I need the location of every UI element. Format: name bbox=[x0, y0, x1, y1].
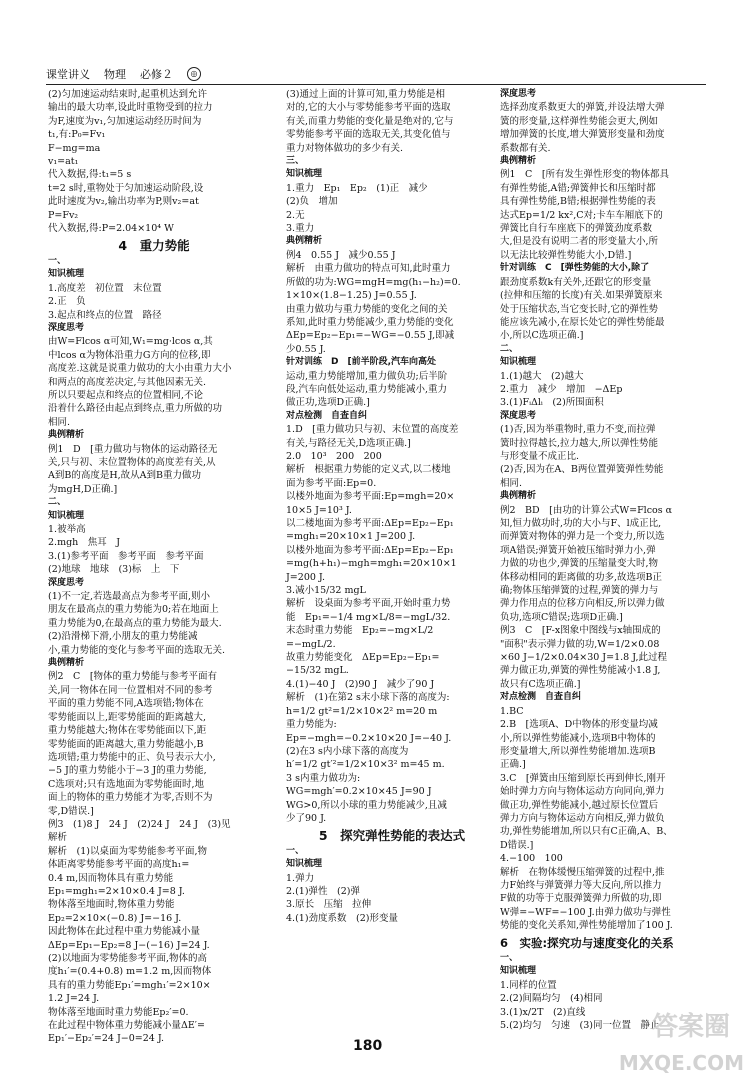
text-line: 深度思考 bbox=[500, 89, 537, 99]
text-line: 2.重力 减少 增加 −ΔEp bbox=[500, 383, 623, 395]
text-line: 体距离零势能参考平面的高度h₁= bbox=[48, 859, 190, 871]
text-line: 2.0 10³ 200 200 bbox=[286, 450, 382, 462]
text-line: 确;物体压缩弹簧的过程,弹簧的弹力与 bbox=[500, 585, 659, 597]
text-line: 解析 设桌面为参考平面,开始时重力势 bbox=[286, 598, 451, 610]
course-label: 课堂讲义 bbox=[46, 68, 90, 81]
text-line: 解析 根据重力势能的定义式,以二楼地 bbox=[286, 464, 451, 476]
text-line: 0.4 m,因而物体具有重力势能 bbox=[48, 872, 174, 884]
text-line: 例3 (1)8 J 24 J (2)24 J 24 J (3)见 bbox=[48, 818, 231, 830]
text-line: 增加弹簧的长度,增大弹簧形变量和劲度 bbox=[500, 129, 665, 141]
text-line: 故重力势能变化 ΔEp=Ep₂−Ep₁= bbox=[286, 652, 440, 664]
text-line: 1.BC bbox=[500, 705, 524, 717]
text-line: 3.C [弹簧由压缩到原长再到伸长,刚开 bbox=[500, 772, 666, 784]
section-title-5: 5 探究弹性势能的表达式 bbox=[318, 828, 466, 844]
text-line: ΔEp=Ep₁−Ep₂=8 J−(−16) J=24 J. bbox=[48, 939, 210, 951]
page-number: 180 bbox=[353, 1038, 383, 1054]
text-line: WG=mgh′=0.2×10×45 J=90 J bbox=[286, 786, 432, 798]
column-middle bbox=[286, 88, 498, 1038]
text-line: 簧时拉得越长,拉力越大,所以弹性势能 bbox=[500, 437, 659, 449]
text-line: ΔEp=Ep₂−Ep₁=−WG=−0.55 J,即减 bbox=[286, 330, 455, 342]
text-line: 此时速度为v₂,输出功率为P,则v₂=at bbox=[48, 196, 199, 208]
text-line: 针对训练 C [弹性势能的大小,除了 bbox=[500, 263, 650, 274]
text-line: 为F,速度为v₁,匀加速运动经历时间为 bbox=[48, 115, 202, 127]
text-line: 对的,它的大小与零势能参考平面的选取 bbox=[286, 102, 451, 114]
text-line: 项A错误;弹簧开始被压缩时弹力小,弹 bbox=[500, 544, 656, 556]
text-line: 功,弹性势能增加,所以只有C正确,A、B、 bbox=[500, 826, 673, 838]
text-line: 由W=Flcos α可知,W₁=mg·lcos α,其 bbox=[48, 336, 213, 348]
text-line: 弹力做正功,弹簧的弹性势能减小1.8 J, bbox=[500, 665, 661, 677]
text-line: 典例精析 bbox=[500, 156, 537, 167]
text-line: 弹力作用点的位移方向相反,所以弹力做 bbox=[500, 598, 665, 610]
text-line: 知识梳理 bbox=[500, 357, 537, 368]
text-line: 和两点的高度差决定,与其他因素无关. bbox=[48, 376, 207, 388]
text-line: Ep₂=2×10×(−0.8) J=−16 J. bbox=[48, 912, 182, 924]
text-line: 为mgH,D正确.] bbox=[48, 483, 118, 495]
text-line: 典例精析 bbox=[48, 430, 85, 441]
text-line: 1.D [重力做功只与初、末位置的高度差 bbox=[286, 424, 459, 436]
text-line: 度h₁′=(0.4+0.8) m=1.2 m,因而物体 bbox=[48, 966, 212, 978]
text-line: 例4 0.55 J 减少0.55 J bbox=[286, 249, 396, 261]
text-line: 负功,选项C错误;选项D正确.] bbox=[500, 611, 623, 623]
text-line: 系数都有关. bbox=[500, 142, 551, 154]
text-line: 力做的功也少,弹簧的压缩量变大时,物 bbox=[500, 558, 659, 570]
text-line: 平面的重力势能不同,A选项错;物体在 bbox=[48, 698, 204, 710]
text-line: (2)否,因为在A、B两位置弹簧弹性势能 bbox=[500, 464, 664, 476]
text-line: t₁,有:P₀=Fv₁ bbox=[48, 129, 106, 141]
text-line: 三、 bbox=[286, 156, 305, 167]
text-line: 故只有C选项正确.] bbox=[500, 678, 581, 690]
text-line: 簧的形变量,这样弹性势能会更大,例如 bbox=[500, 115, 659, 127]
text-line: 输出的最大功率,设此时重物受到的拉力 bbox=[48, 102, 213, 114]
text-line: 3.减小15/32 mgL bbox=[286, 585, 366, 597]
text-line: Ep₁=mgh₁=2×10×0.4 J=8 J. bbox=[48, 885, 185, 897]
col2-body-block bbox=[286, 88, 498, 825]
text-line: 例3 C [F-x图象中图线与x轴围成的 bbox=[500, 625, 661, 637]
text-line: 重力势能为: bbox=[286, 719, 337, 731]
text-line: (2)在3 s内小球下落的高度为 bbox=[286, 745, 409, 757]
text-line: 选择劲度系数更大的弹簧,并设法增大弹 bbox=[500, 102, 665, 114]
text-line: 零,D错误.] bbox=[48, 805, 94, 817]
text-line: 面上的物体的重力势能才为零,否则不为 bbox=[48, 792, 213, 804]
text-line: 2.无 bbox=[286, 209, 305, 221]
text-line: 小,所以弹性势能减小,选项B中物体的 bbox=[500, 732, 656, 744]
watermark-brand: 答案圈 bbox=[651, 1012, 730, 1042]
column-left bbox=[48, 88, 260, 1045]
text-line: 1.重力 Ep₁ Ep₂ (1)正 减少 bbox=[286, 182, 428, 194]
text-line: 2.正 负 bbox=[48, 296, 86, 308]
text-line: 做正功,选项D正确.] bbox=[286, 397, 370, 409]
text-line: 3 s内重力做功为: bbox=[286, 772, 361, 784]
text-line: 少0.55 J. bbox=[286, 343, 326, 355]
text-line: 解析 bbox=[48, 832, 68, 844]
text-line: 所做的功为:WG=mgH=mg(h₁−h₂)=0. bbox=[286, 276, 461, 288]
text-line: 而弹簧对物体的弹力是一个变力,所以选 bbox=[500, 531, 665, 543]
text-line: A到B的高度是H,故从A到B重力做功 bbox=[48, 470, 201, 482]
text-line: 例2 C [物体的重力势能与参考平面有 bbox=[48, 671, 218, 683]
text-line: 2.(2)间隔均匀 (4)相同 bbox=[500, 993, 603, 1005]
text-line: 重力势能越大;物体在零势能面以下,距 bbox=[48, 725, 207, 737]
text-line: 由重力做功与重力势能的变化之间的关 bbox=[286, 303, 448, 315]
text-line: =mgh₁=20×10×1 J=200 J. bbox=[286, 531, 416, 543]
text-line: 典例精析 bbox=[48, 658, 85, 669]
text-line: F做的功等于克服弹簧弹力所做的功,即 bbox=[500, 893, 662, 905]
text-line: 因此物体在此过程中重力势能减小量 bbox=[48, 926, 201, 938]
text-line: 3.起点和终点的位置 路径 bbox=[48, 309, 162, 321]
text-line: 少了90 J. bbox=[286, 812, 327, 824]
text-line: 小,重力势能的变化与参考平面的选取无关. bbox=[48, 644, 226, 656]
text-line: 以无法比较弹性势能大小,D错.] bbox=[500, 249, 632, 261]
text-line: C选项对;只有选地面为零势能面时,地 bbox=[48, 778, 204, 790]
text-line: h=1/2 gt²=1/2×10×2² m=20 m bbox=[286, 705, 438, 717]
text-line: v₁=at₁ bbox=[48, 156, 79, 168]
page-header bbox=[46, 66, 706, 85]
text-line: 深度思考 bbox=[48, 577, 85, 588]
text-line: 段,汽车向低处运动,重力势能减小,重力 bbox=[286, 383, 448, 395]
subject-label: 物理 bbox=[104, 68, 126, 81]
text-line: 4.(1)−40 J (2)90 J 减少了90 J bbox=[286, 678, 435, 690]
text-line: 形变量增大,所以弹性势能增加.选项B bbox=[500, 745, 656, 757]
text-line: 4.−100 100 bbox=[500, 853, 563, 865]
text-line: −15/32 mgL. bbox=[286, 665, 349, 677]
text-line: 对点检测 自查自纠 bbox=[286, 410, 368, 421]
text-line: 关,同一物体在同一位置相对不同的参考 bbox=[48, 684, 213, 696]
text-line: 体移动相同的距离做的功多,故选项B正 bbox=[500, 571, 663, 583]
column-right bbox=[500, 88, 712, 1038]
text-line: 知识梳理 bbox=[286, 859, 323, 870]
text-line: "面积"表示弹力做的功,W=1/2×0.08 bbox=[500, 638, 660, 650]
text-line: 相同. bbox=[500, 477, 523, 489]
text-line: 例1 D [重力做功与物体的运动路径无 bbox=[48, 443, 218, 455]
text-line: (2)负 增加 bbox=[286, 196, 338, 208]
text-line: t=2 s时,重物处于匀加速运动阶段,设 bbox=[48, 182, 204, 194]
text-line: 知识梳理 bbox=[500, 966, 537, 977]
text-line: 系知,此时重力势能减少,重力势能的变化 bbox=[286, 316, 454, 328]
text-line: P=Fv₂ bbox=[48, 209, 79, 221]
text-line: 朋友在最高点的重力势能为0;若在地面上 bbox=[48, 604, 219, 616]
text-line: 小,所以C选项正确.] bbox=[500, 330, 584, 342]
text-line: h′=1/2 gt′²=1/2×10×3² m=45 m. bbox=[286, 759, 445, 771]
text-line: 一、 bbox=[48, 255, 67, 266]
text-line: 3.(1)FᵢΔlᵢ (2)所围面积 bbox=[500, 397, 604, 409]
text-line: 1.高度差 初位置 末位置 bbox=[48, 282, 162, 294]
text-line: 零势能面以上,距零势能面的距离越大, bbox=[48, 711, 207, 723]
text-line: 典例精析 bbox=[286, 236, 323, 247]
text-line: (2)匀加速运动结束时,起重机达到允许 bbox=[48, 89, 207, 100]
text-line: 中lcos α为物体沿重力G方向的位移,即 bbox=[48, 349, 211, 361]
text-line: 相同. bbox=[48, 416, 71, 428]
text-line: =mg(h+h₁)−mgh=mgh₁=20×10×1 bbox=[286, 558, 457, 570]
text-line: 弹簧比自行车座底下的弹簧劲度系数 bbox=[500, 223, 653, 235]
text-line: 末态时重力势能 Ep₂=−mg×L/2 bbox=[286, 625, 434, 637]
text-line: 1.弹力 bbox=[286, 872, 315, 884]
text-line: 对点检测 自查自纠 bbox=[500, 692, 582, 703]
text-line: 跟劲度系数k有关外,还跟它的形变量 bbox=[500, 276, 652, 288]
text-line: 沿着什么路径由起点到终点,重力所做的功 bbox=[48, 403, 223, 415]
text-line: 二、 bbox=[500, 343, 519, 354]
text-line: Ep=−mgh=−0.2×10×20 J=−40 J. bbox=[286, 732, 452, 744]
text-line: (3)通过上面的计算可知,重力势能是相 bbox=[286, 89, 445, 100]
text-line: 在此过程中物体重力势能减小量ΔE′= bbox=[48, 1020, 205, 1032]
text-line: 始时弹力方向与物体运动方向同向,弹力 bbox=[500, 786, 665, 798]
text-line: 物体落至地面时,物体重力势能 bbox=[48, 899, 175, 911]
text-line: 能 Ep₁=−1/4 mg×L/8=−mgL/32. bbox=[286, 611, 451, 623]
text-line: 5.(2)均匀 匀速 (3)同一位置 静止 bbox=[500, 1020, 660, 1032]
text-line: 知,恒力做功时,功的大小与F、l成正比, bbox=[500, 518, 662, 529]
text-line: 高度差.这就是说重力做功的大小由重力大小 bbox=[48, 363, 232, 375]
text-line: 代入数据,得:P=2.04×10⁴ W bbox=[48, 223, 174, 235]
col2-bottom-block bbox=[286, 845, 498, 925]
text-line: W弹=−WF=−100 J.由弹力做功与弹性 bbox=[500, 906, 671, 918]
text-line: 一、 bbox=[286, 845, 305, 856]
text-line: D错误.] bbox=[500, 839, 534, 851]
text-line: (1)否,因为举重物时,重力不变,而拉弹 bbox=[500, 424, 656, 436]
text-line: 解析 (1)在第2 s末小球下落的高度为: bbox=[286, 692, 450, 704]
text-line: 3.(1)x/2T (2)直线 bbox=[500, 1006, 586, 1018]
col3-body-block bbox=[500, 88, 712, 933]
text-line: 运动,重力势能增加,重力做负功;后半阶 bbox=[286, 370, 448, 382]
text-line: 3.重力 bbox=[286, 223, 315, 235]
text-line: 代入数据,得:t₁=5 s bbox=[48, 169, 132, 181]
text-line: 能应该先减小,在原长处它的弹性势能最 bbox=[500, 316, 665, 328]
text-line: 物体落至地面时重力势能Ep₂′=0. bbox=[48, 1006, 189, 1018]
text-line: 知识梳理 bbox=[48, 269, 85, 280]
text-line: 有关,而重力势能的变化量是绝对的,它与 bbox=[286, 115, 454, 127]
text-line: 正确.] bbox=[500, 759, 526, 771]
text-line: 做正功,弹性势能减小,越过原长位置后 bbox=[500, 799, 659, 811]
text-line: 例1 C [所有发生弹性形变的物体都具 bbox=[500, 169, 670, 181]
text-line: 1×10×(1.8−1.25) J=0.55 J. bbox=[286, 290, 417, 302]
text-line: 知识梳理 bbox=[286, 169, 323, 180]
publisher-logo-icon: ◎ bbox=[187, 67, 201, 81]
text-line: 针对训练 D [前半阶段,汽车向高处 bbox=[286, 357, 437, 368]
text-line: (1)不一定,若选最高点为参考平面,则小 bbox=[48, 591, 210, 603]
text-line: 1.(1)越大 (2)越大 bbox=[500, 370, 584, 382]
watermark-url: MXQE.COM bbox=[618, 1051, 744, 1075]
text-line: 重力势能为0,在最高点的重力势能为最大. bbox=[48, 617, 222, 629]
text-line: 2.mgh 焦耳 J bbox=[48, 537, 121, 549]
text-line: 大,但是没有说明二者的形变量大小,所 bbox=[500, 236, 659, 248]
text-line: 典例精析 bbox=[500, 491, 537, 502]
text-line: ×60 J−1/2×0.04×30 J=1.8 J,此过程 bbox=[500, 652, 667, 664]
text-line: 3.(1)参考平面 参考平面 参考平面 bbox=[48, 550, 204, 562]
text-line: F−mg=ma bbox=[48, 142, 101, 154]
text-line: 以二楼地面为参考平面:ΔEp=Ep₂−Ep₁ bbox=[286, 518, 454, 529]
text-line: 所以只要起点和终点的位置相同,不论 bbox=[48, 389, 204, 401]
text-line: 达式Ep=1/2 kx²,C对;卡车车厢底下的 bbox=[500, 209, 663, 221]
text-line: 具有的重力势能Ep₁′=mgh₁′=2×10× bbox=[48, 979, 211, 991]
text-line: 一、 bbox=[500, 953, 519, 963]
text-line: WG>0,所以小球的重力势能减少,且减 bbox=[286, 799, 447, 811]
text-line: 力F始终与弹簧弹力等大反向,所以推力 bbox=[500, 879, 662, 891]
text-line: 具有弹性势能,B错;根据弹性势能的表 bbox=[500, 196, 656, 208]
text-line: 例2 BD [由功的计算公式W=Flcos α bbox=[500, 504, 673, 516]
section-title-6: 6 实验:探究功与速度变化的关系 bbox=[500, 935, 674, 950]
text-line: 以楼外地面为参考平面:ΔEp=Ep₂−Ep₁ bbox=[286, 544, 454, 556]
text-line: 以楼外地面为参考平面:Ep=mgh=20× bbox=[286, 491, 455, 503]
text-line: 面为参考平面:Ep=0. bbox=[286, 477, 377, 489]
text-line: 解析 (1)以桌面为零势能参考平面,物 bbox=[48, 845, 207, 857]
text-line: 深度思考 bbox=[500, 410, 537, 421]
text-line: 2.(1)弹性 (2)弹 bbox=[286, 885, 360, 897]
text-line: 10×5 J=10³ J. bbox=[286, 504, 352, 516]
text-line: 选项错;重力势能中的正、负号表示大小, bbox=[48, 751, 216, 763]
text-line: 势能的变化关系知,弹性势能增加了100 J. bbox=[500, 920, 673, 932]
book-label: 必修２ bbox=[140, 68, 173, 81]
text-line: 零势能面的距离越大,重力势能越小,B bbox=[48, 738, 204, 750]
text-line: Ep₁′−Ep₂′=24 J−0=24 J. bbox=[48, 1033, 164, 1045]
text-line: 二、 bbox=[48, 497, 67, 508]
col1-top-block bbox=[48, 88, 260, 235]
text-line: 1.2 J=24 J. bbox=[48, 993, 100, 1005]
text-line: (2)沿滑梯下滑,小朋友的重力势能减 bbox=[48, 631, 198, 643]
text-line: 深度思考 bbox=[48, 322, 85, 333]
text-line: 解析 由重力做功的特点可知,此时重力 bbox=[286, 263, 451, 275]
text-line: (拉伸和压缩的长度)有关.如果弹簧原来 bbox=[500, 290, 663, 302]
text-line: 与形变量不成正比. bbox=[500, 450, 580, 462]
text-line: 重力对物体做功的多少有关. bbox=[286, 142, 404, 154]
text-line: 处于压缩状态,当它变长时,它的弹性势 bbox=[500, 303, 659, 315]
text-line: 知识梳理 bbox=[48, 510, 85, 521]
col1-body-block bbox=[48, 255, 260, 1046]
section-title-4: 4 重力势能 bbox=[118, 238, 190, 254]
text-line: 解析 在物体缓慢压缩弹簧的过程中,推 bbox=[500, 866, 665, 878]
text-line: 零势能参考平面的选取无关,其变化值与 bbox=[286, 129, 451, 141]
text-line: 弹力方向与物体运动方向相反,弹力做负 bbox=[500, 812, 665, 824]
text-line: 2.B [选项A、D中物体的形变量均减 bbox=[500, 719, 658, 731]
text-line: 关,只与初、末位置物体的高度差有关,从 bbox=[48, 456, 216, 468]
text-line: (2)地球 地球 (3)标 上 下 bbox=[48, 564, 180, 576]
text-line: =−mgL/2. bbox=[286, 638, 336, 650]
text-line: 3.原长 压缩 拉伸 bbox=[286, 899, 372, 911]
text-line: 1.被举高 bbox=[48, 524, 86, 535]
text-line: 4.(1)劲度系数 (2)形变量 bbox=[286, 912, 398, 924]
text-line: (2)以地面为零势能参考平面,物体的高 bbox=[48, 953, 207, 964]
text-line: 有关,与路径无关,D选项正确.] bbox=[286, 437, 411, 449]
text-line: 有弹性势能,A错;弹簧伸长和压缩时都 bbox=[500, 182, 656, 194]
text-line: 1.同样的位置 bbox=[500, 979, 557, 991]
text-line: J=200 J. bbox=[286, 571, 326, 583]
text-line: −5 J的重力势能小于−3 J的重力势能, bbox=[48, 765, 207, 777]
